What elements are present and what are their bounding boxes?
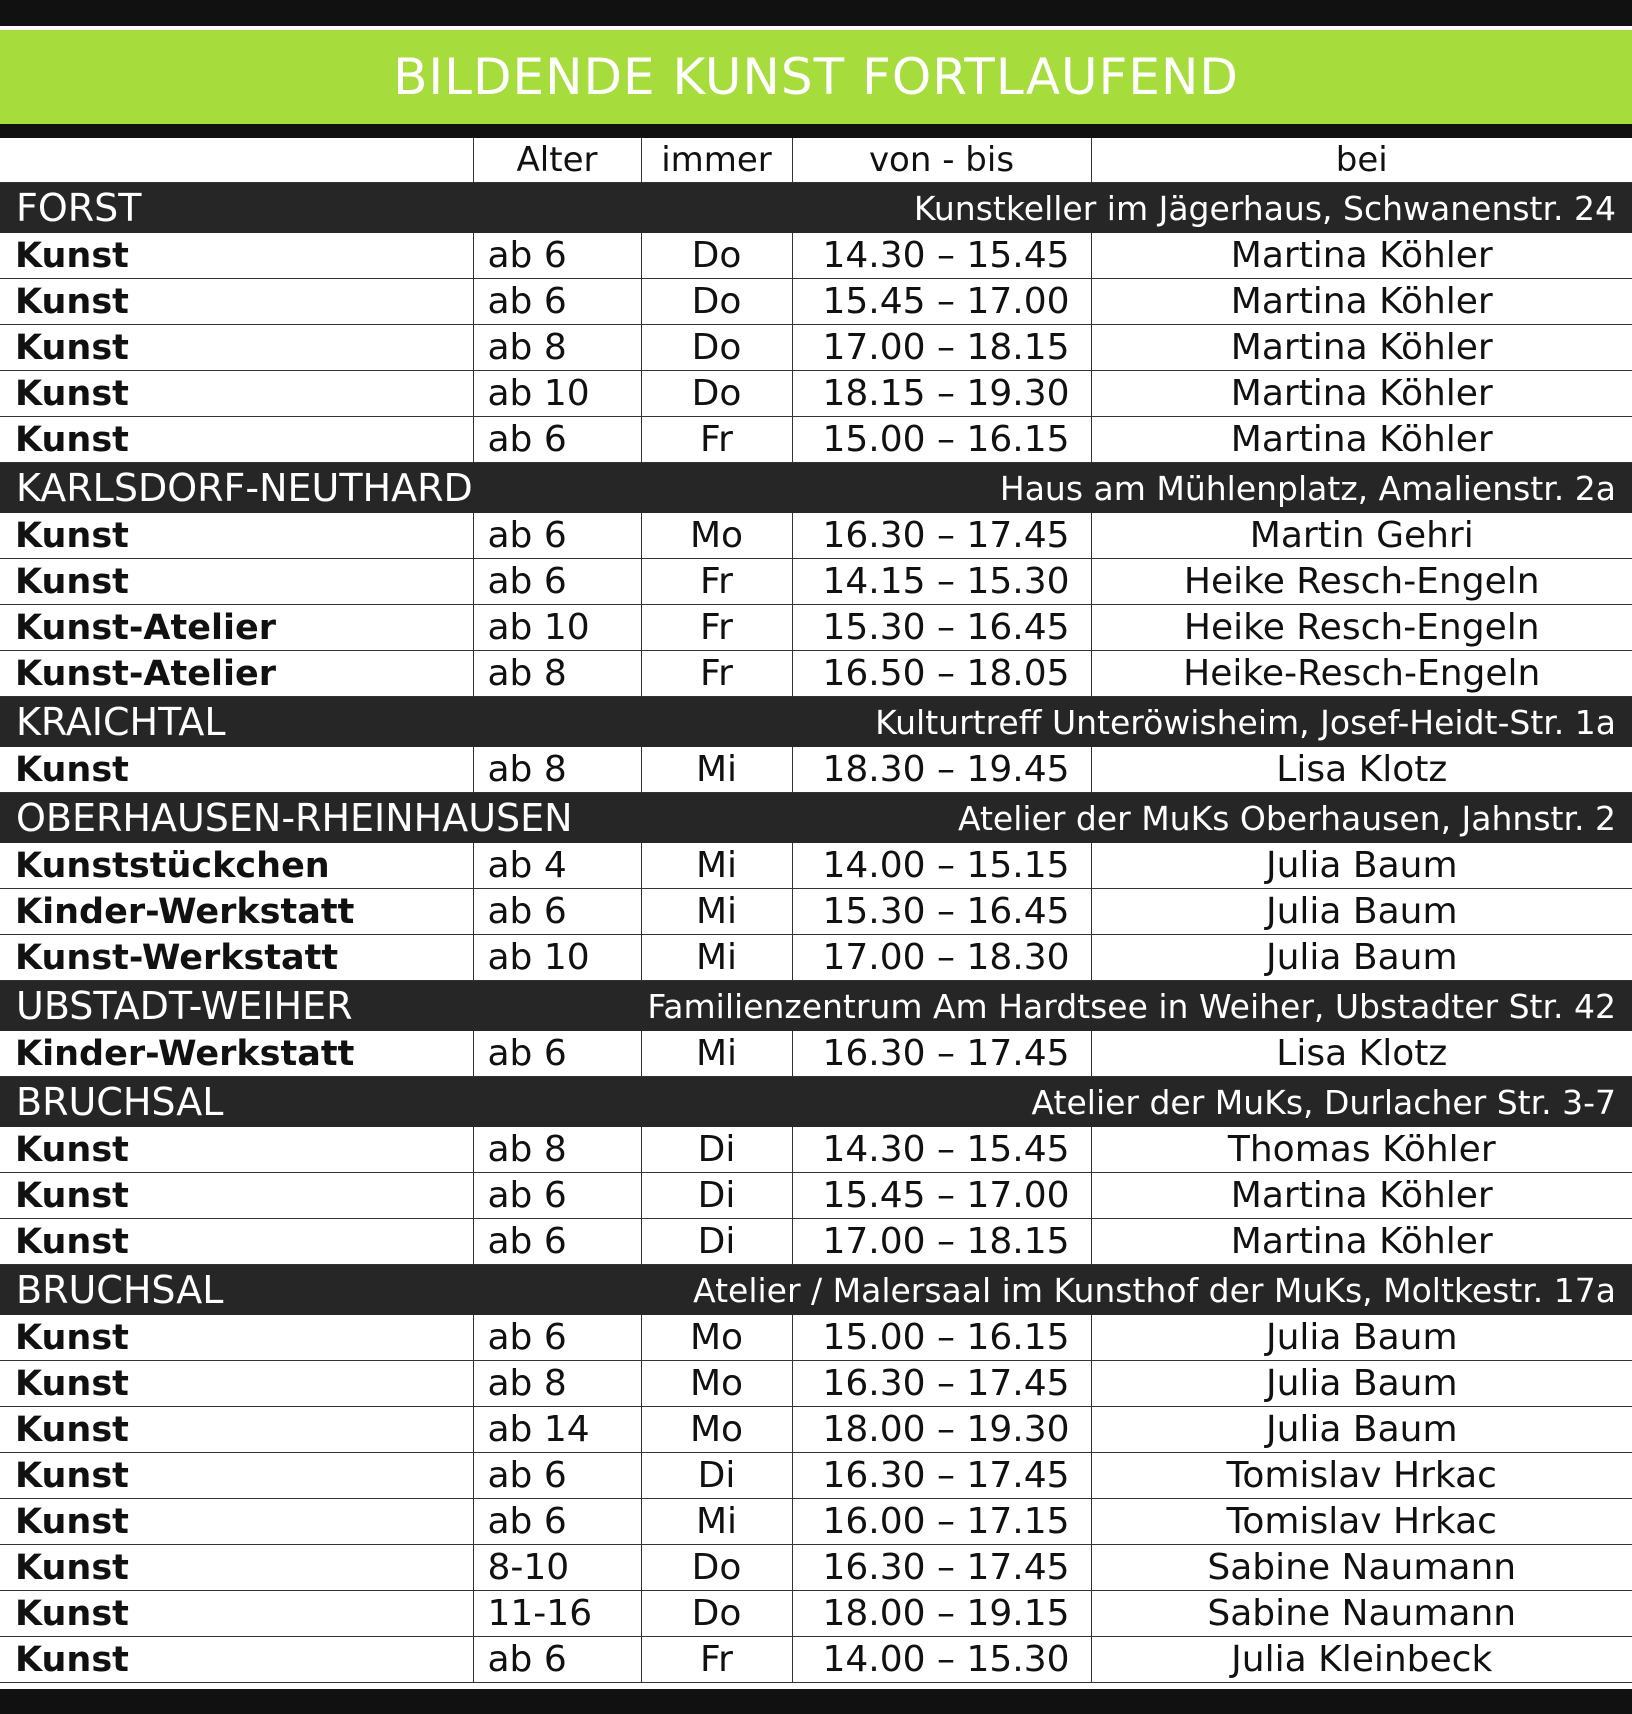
location-name: KRAICHTAL bbox=[16, 700, 226, 744]
header-course bbox=[0, 138, 473, 183]
location-name: FORST bbox=[16, 186, 142, 230]
age: ab 6 bbox=[473, 233, 641, 279]
header-teacher: bei bbox=[1091, 138, 1632, 183]
teacher: Julia Baum bbox=[1091, 1407, 1632, 1453]
teacher: Martina Köhler bbox=[1091, 233, 1632, 279]
course-name: Kunst-Werkstatt bbox=[0, 935, 473, 981]
course-name: Kunst bbox=[0, 1361, 473, 1407]
location-header-row bbox=[0, 183, 1632, 234]
table-row bbox=[0, 1453, 1632, 1499]
time-range: 14.00 – 15.30 bbox=[792, 1637, 1091, 1683]
page-title-bar bbox=[0, 30, 1632, 124]
time-range: 17.00 – 18.15 bbox=[792, 1219, 1091, 1265]
weekday: Mi bbox=[641, 935, 792, 981]
course-name: Kinder-Werkstatt bbox=[0, 1031, 473, 1077]
table-row bbox=[0, 513, 1632, 559]
weekday: Fr bbox=[641, 417, 792, 463]
weekday: Do bbox=[641, 371, 792, 417]
table-row bbox=[0, 651, 1632, 697]
age: ab 10 bbox=[473, 605, 641, 651]
age: ab 8 bbox=[473, 1127, 641, 1173]
weekday: Do bbox=[641, 1591, 792, 1637]
header-age: Alter bbox=[473, 138, 641, 183]
time-range: 15.30 – 16.45 bbox=[792, 605, 1091, 651]
teacher: Heike Resch-Engeln bbox=[1091, 605, 1632, 651]
time-range: 17.00 – 18.15 bbox=[792, 325, 1091, 371]
weekday: Do bbox=[641, 233, 792, 279]
age: ab 6 bbox=[473, 279, 641, 325]
weekday: Fr bbox=[641, 605, 792, 651]
teacher: Martina Köhler bbox=[1091, 371, 1632, 417]
course-name: Kunst bbox=[0, 1127, 473, 1173]
weekday: Mo bbox=[641, 1315, 792, 1361]
teacher: Lisa Klotz bbox=[1091, 747, 1632, 793]
location-address: Kulturtreff Unteröwisheim, Josef-Heidt-Str. 1a bbox=[875, 702, 1616, 742]
location-header-row bbox=[0, 1265, 1632, 1316]
course-schedule-table bbox=[0, 138, 1632, 1683]
time-range: 18.15 – 19.30 bbox=[792, 371, 1091, 417]
age: ab 6 bbox=[473, 559, 641, 605]
teacher: Tomislav Hrkac bbox=[1091, 1453, 1632, 1499]
weekday: Di bbox=[641, 1173, 792, 1219]
table-row bbox=[0, 371, 1632, 417]
table-row bbox=[0, 1499, 1632, 1545]
header-day: immer bbox=[641, 138, 792, 183]
weekday: Di bbox=[641, 1219, 792, 1265]
teacher: Sabine Naumann bbox=[1091, 1545, 1632, 1591]
location-cell bbox=[0, 1265, 1632, 1316]
teacher: Julia Baum bbox=[1091, 843, 1632, 889]
age: ab 8 bbox=[473, 747, 641, 793]
course-name: Kunst bbox=[0, 279, 473, 325]
location-header-row bbox=[0, 793, 1632, 844]
table-header-row bbox=[0, 138, 1632, 183]
weekday: Di bbox=[641, 1453, 792, 1499]
table-row bbox=[0, 559, 1632, 605]
age: ab 8 bbox=[473, 1361, 641, 1407]
time-range: 16.30 – 17.45 bbox=[792, 1545, 1091, 1591]
teacher: Julia Kleinbeck bbox=[1091, 1637, 1632, 1683]
teacher: Martina Köhler bbox=[1091, 1219, 1632, 1265]
teacher: Julia Baum bbox=[1091, 1361, 1632, 1407]
weekday: Mo bbox=[641, 1407, 792, 1453]
age: ab 6 bbox=[473, 1315, 641, 1361]
location-cell bbox=[0, 981, 1632, 1032]
time-range: 16.30 – 17.45 bbox=[792, 1453, 1091, 1499]
teacher: Heike Resch-Engeln bbox=[1091, 559, 1632, 605]
table-row bbox=[0, 1361, 1632, 1407]
weekday: Mi bbox=[641, 1499, 792, 1545]
table-row bbox=[0, 1315, 1632, 1361]
age: ab 6 bbox=[473, 417, 641, 463]
course-name: Kunst bbox=[0, 1315, 473, 1361]
weekday: Fr bbox=[641, 559, 792, 605]
time-range: 14.30 – 15.45 bbox=[792, 233, 1091, 279]
teacher: Heike-Resch-Engeln bbox=[1091, 651, 1632, 697]
course-name: Kunst-Atelier bbox=[0, 651, 473, 697]
course-name: Kunst bbox=[0, 233, 473, 279]
age: ab 6 bbox=[473, 1453, 641, 1499]
weekday: Mi bbox=[641, 747, 792, 793]
header-time: von - bis bbox=[792, 138, 1091, 183]
table-row bbox=[0, 279, 1632, 325]
age: ab 6 bbox=[473, 1031, 641, 1077]
age: 11-16 bbox=[473, 1591, 641, 1637]
weekday: Mi bbox=[641, 889, 792, 935]
table-row bbox=[0, 1637, 1632, 1683]
course-name: Kunst bbox=[0, 1499, 473, 1545]
weekday: Mi bbox=[641, 843, 792, 889]
weekday: Di bbox=[641, 1127, 792, 1173]
table-row bbox=[0, 605, 1632, 651]
age: ab 6 bbox=[473, 889, 641, 935]
teacher: Martina Köhler bbox=[1091, 325, 1632, 371]
weekday: Do bbox=[641, 279, 792, 325]
teacher: Julia Baum bbox=[1091, 1315, 1632, 1361]
age: ab 6 bbox=[473, 513, 641, 559]
location-name: BRUCHSAL bbox=[16, 1080, 224, 1124]
top-border bbox=[0, 0, 1632, 30]
course-name: Kunst bbox=[0, 747, 473, 793]
location-cell bbox=[0, 697, 1632, 748]
teacher: Julia Baum bbox=[1091, 935, 1632, 981]
table-row bbox=[0, 1545, 1632, 1591]
weekday: Mo bbox=[641, 513, 792, 559]
teacher: Lisa Klotz bbox=[1091, 1031, 1632, 1077]
teacher: Martin Gehri bbox=[1091, 513, 1632, 559]
course-name: Kunst bbox=[0, 325, 473, 371]
weekday: Mo bbox=[641, 1361, 792, 1407]
teacher: Tomislav Hrkac bbox=[1091, 1499, 1632, 1545]
teacher: Julia Baum bbox=[1091, 889, 1632, 935]
time-range: 16.30 – 17.45 bbox=[792, 513, 1091, 559]
age: ab 6 bbox=[473, 1173, 641, 1219]
age: ab 14 bbox=[473, 1407, 641, 1453]
weekday: Do bbox=[641, 325, 792, 371]
table-row bbox=[0, 1219, 1632, 1265]
weekday: Fr bbox=[641, 1637, 792, 1683]
time-range: 15.00 – 16.15 bbox=[792, 417, 1091, 463]
age: 8-10 bbox=[473, 1545, 641, 1591]
table-row bbox=[0, 417, 1632, 463]
time-range: 16.30 – 17.45 bbox=[792, 1031, 1091, 1077]
location-name: UBSTADT-WEIHER bbox=[16, 984, 353, 1028]
age: ab 6 bbox=[473, 1637, 641, 1683]
course-name: Kunst bbox=[0, 1453, 473, 1499]
age: ab 10 bbox=[473, 371, 641, 417]
course-name: Kunst-Atelier bbox=[0, 605, 473, 651]
bottom-border bbox=[0, 1689, 1632, 1714]
location-name: BRUCHSAL bbox=[16, 1268, 224, 1312]
location-address: Haus am Mühlenplatz, Amalienstr. 2a bbox=[999, 468, 1616, 508]
time-range: 16.30 – 17.45 bbox=[792, 1361, 1091, 1407]
title-divider bbox=[0, 124, 1632, 138]
teacher: Sabine Naumann bbox=[1091, 1591, 1632, 1637]
course-name: Kunst bbox=[0, 1545, 473, 1591]
time-range: 18.00 – 19.15 bbox=[792, 1591, 1091, 1637]
teacher: Martina Köhler bbox=[1091, 279, 1632, 325]
location-header-row bbox=[0, 697, 1632, 748]
table-row bbox=[0, 889, 1632, 935]
page-title: BILDENDE KUNST FORTLAUFEND bbox=[393, 48, 1239, 106]
course-name: Kunst bbox=[0, 1637, 473, 1683]
teacher: Thomas Köhler bbox=[1091, 1127, 1632, 1173]
table-row bbox=[0, 843, 1632, 889]
table-row bbox=[0, 1127, 1632, 1173]
table-row bbox=[0, 1173, 1632, 1219]
age: ab 4 bbox=[473, 843, 641, 889]
time-range: 15.00 – 16.15 bbox=[792, 1315, 1091, 1361]
table-row bbox=[0, 935, 1632, 981]
course-name: Kunst bbox=[0, 1219, 473, 1265]
course-name: Kinder-Werkstatt bbox=[0, 889, 473, 935]
course-name: Kunst bbox=[0, 1407, 473, 1453]
course-name: Kunststückchen bbox=[0, 843, 473, 889]
location-name: KARLSDORF-NEUTHARD bbox=[16, 466, 473, 510]
location-header-row bbox=[0, 981, 1632, 1032]
location-address: Kunstkeller im Jägerhaus, Schwanenstr. 24 bbox=[913, 188, 1616, 228]
age: ab 8 bbox=[473, 651, 641, 697]
location-header-row bbox=[0, 1077, 1632, 1128]
location-cell bbox=[0, 1077, 1632, 1128]
teacher: Martina Köhler bbox=[1091, 417, 1632, 463]
table-row bbox=[0, 325, 1632, 371]
table-row bbox=[0, 1031, 1632, 1077]
age: ab 8 bbox=[473, 325, 641, 371]
table-row bbox=[0, 233, 1632, 279]
time-range: 15.45 – 17.00 bbox=[792, 1173, 1091, 1219]
time-range: 17.00 – 18.30 bbox=[792, 935, 1091, 981]
course-name: Kunst bbox=[0, 1591, 473, 1637]
time-range: 14.15 – 15.30 bbox=[792, 559, 1091, 605]
table-row bbox=[0, 747, 1632, 793]
weekday: Do bbox=[641, 1545, 792, 1591]
location-address: Atelier / Malersaal im Kunsthof der MuKs, Moltkestr. 17a bbox=[693, 1270, 1616, 1310]
location-address: Atelier der MuKs, Durlacher Str. 3-7 bbox=[1031, 1082, 1616, 1122]
table-row bbox=[0, 1591, 1632, 1637]
location-cell bbox=[0, 183, 1632, 234]
time-range: 16.50 – 18.05 bbox=[792, 651, 1091, 697]
time-range: 18.30 – 19.45 bbox=[792, 747, 1091, 793]
time-range: 15.45 – 17.00 bbox=[792, 279, 1091, 325]
weekday: Fr bbox=[641, 651, 792, 697]
age: ab 6 bbox=[473, 1499, 641, 1545]
location-address: Familienzentrum Am Hardtsee in Weiher, Ubstadter Str. 42 bbox=[647, 986, 1616, 1026]
weekday: Mi bbox=[641, 1031, 792, 1077]
location-address: Atelier der MuKs Oberhausen, Jahnstr. 2 bbox=[957, 798, 1616, 838]
time-range: 18.00 – 19.30 bbox=[792, 1407, 1091, 1453]
time-range: 14.00 – 15.15 bbox=[792, 843, 1091, 889]
teacher: Martina Köhler bbox=[1091, 1173, 1632, 1219]
time-range: 15.30 – 16.45 bbox=[792, 889, 1091, 935]
course-name: Kunst bbox=[0, 371, 473, 417]
location-cell bbox=[0, 793, 1632, 844]
time-range: 14.30 – 15.45 bbox=[792, 1127, 1091, 1173]
course-name: Kunst bbox=[0, 1173, 473, 1219]
location-header-row bbox=[0, 463, 1632, 514]
course-name: Kunst bbox=[0, 417, 473, 463]
course-name: Kunst bbox=[0, 513, 473, 559]
table-row bbox=[0, 1407, 1632, 1453]
location-name: OBERHAUSEN-RHEINHAUSEN bbox=[16, 796, 573, 840]
course-name: Kunst bbox=[0, 559, 473, 605]
time-range: 16.00 – 17.15 bbox=[792, 1499, 1091, 1545]
age: ab 10 bbox=[473, 935, 641, 981]
location-cell bbox=[0, 463, 1632, 514]
age: ab 6 bbox=[473, 1219, 641, 1265]
